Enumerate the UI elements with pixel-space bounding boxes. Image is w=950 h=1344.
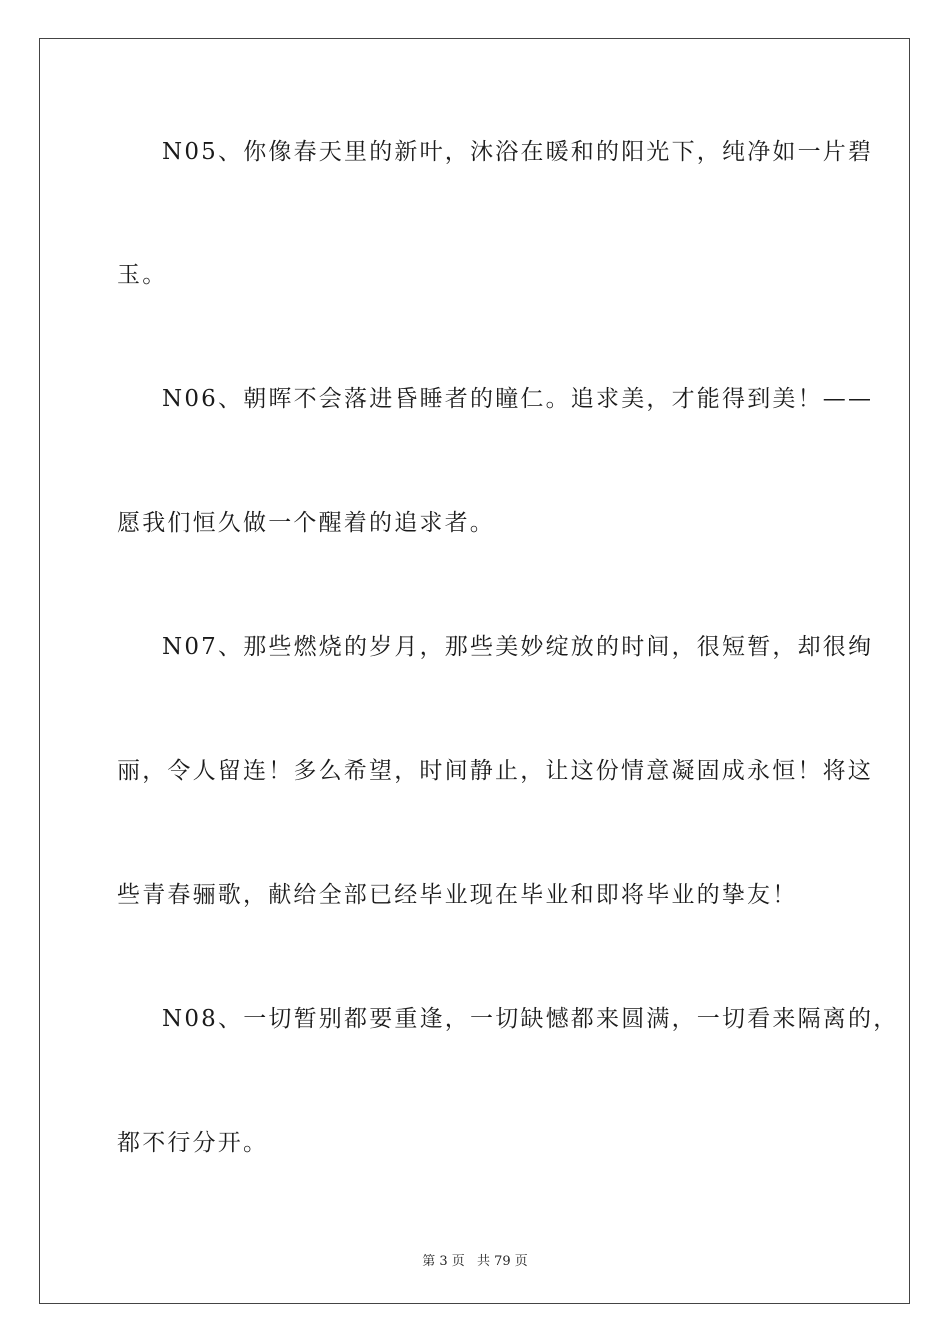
page-footer xyxy=(0,1250,950,1269)
paragraph-line: N08、一切暂别都要重逢，一切缺憾都来圆满，一切看来隔离的， xyxy=(162,1006,899,1032)
page-frame xyxy=(39,38,910,1304)
paragraph-line: 玉。 xyxy=(117,262,168,288)
paragraph-line: N06、朝晖不会落进昏睡者的瞳仁。追求美，才能得到美！—— xyxy=(162,386,874,412)
paragraph-line: 丽，令人留连！多么希望，时间静止，让这份情意凝固成永恒！将这 xyxy=(117,758,873,784)
paragraph-line: 些青春骊歌，献给全部已经毕业现在毕业和即将毕业的挚友！ xyxy=(117,882,798,908)
page-total: 共 79 页 xyxy=(476,1254,528,1269)
paragraph-line: 都不行分开。 xyxy=(117,1130,269,1156)
paragraph-line: N05、你像春天里的新叶，沐浴在暖和的阳光下，纯净如一片碧 xyxy=(162,139,874,165)
paragraph-line: N07、那些燃烧的岁月，那些美妙绽放的时间，很短暂，却很绚 xyxy=(162,634,874,660)
page-number: 第 3 页 xyxy=(422,1254,465,1269)
paragraph-line: 愿我们恒久做一个醒着的追求者。 xyxy=(117,510,495,536)
